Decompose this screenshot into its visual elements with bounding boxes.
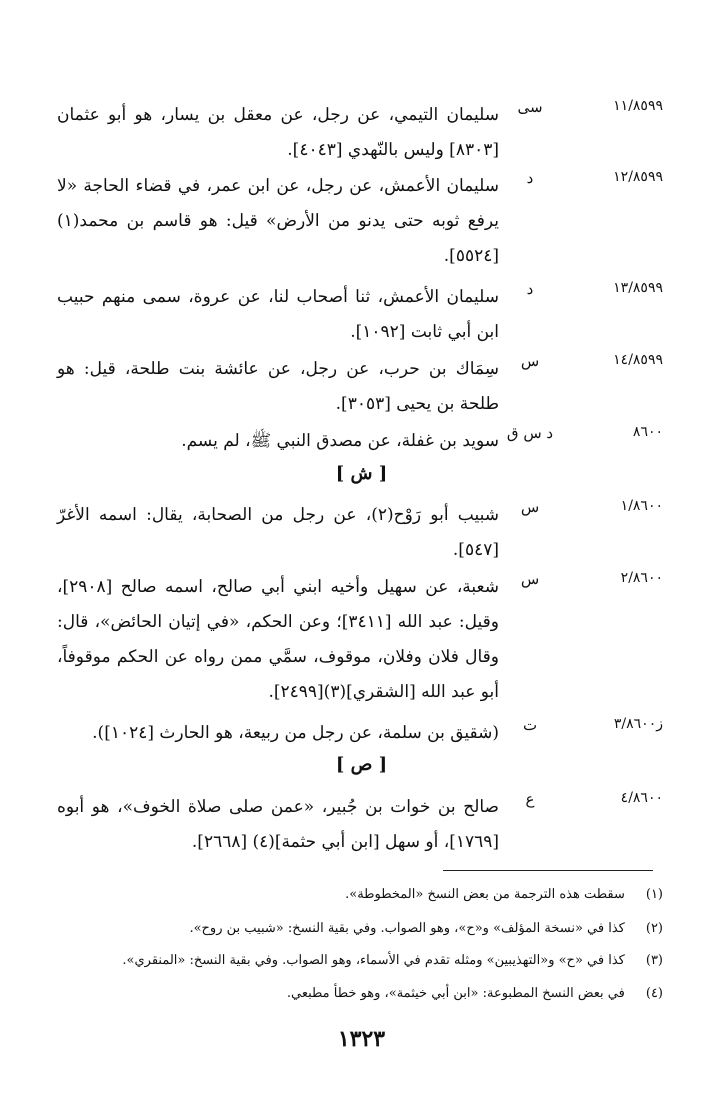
entry-number: ٢/٨٦٠٠	[620, 570, 663, 586]
entry-code: د	[526, 280, 534, 298]
footnote-number: (٢)	[645, 921, 663, 936]
entry-number: ٨٦٠٠	[632, 424, 663, 440]
entry-text: شعبة، عن سهيل وأخيه ابني أبي صالح، اسمه صالح [٢٩٠٨]، وقيل: عبد الله [٣٤١١]؛ وعن الحكم، «في إتيان الحائض»، قال: وقال فلان وفلان، موقوف، سمَّي ممن رواه عن الحكم موقوفاً، أبو عبد الله [الشقري](٣)[٢٤٩٩].	[57, 577, 499, 702]
entry-text: سليمان الأعمش، ثنا أصحاب لنا، عن عروة، سمى منهم حبيب ابن أبي ثابت [١٠٩٢].	[57, 287, 499, 342]
footnote-text: في بعض النسخ المطبوعة: «ابن أبي خيثمة»، وهو خطأ مطبعي.	[286, 986, 625, 1001]
entry-number: ١٣/٨٥٩٩	[613, 280, 663, 296]
footnote-3	[53, 951, 663, 971]
section-heading-shin: [ ش ]	[335, 463, 388, 484]
entry-text: شبيب أبو رَوْح(٢)، عن رجل من الصحابة، يقال: اسمه الأغرّ [٥٤٧].	[57, 505, 499, 560]
entry-code: ت	[522, 716, 538, 734]
entry-text: سليمان التيمي، عن رجل، عن معقل بن يسار، هو أبو عثمان [٨٣٠٣] وليس بالنّهدي [٤٠٤٣].	[57, 105, 499, 160]
entry-code: س	[520, 570, 540, 588]
entry-number: ١/٨٦٠٠	[620, 498, 663, 514]
entry-text: (شقيق بن سلمة، عن رجل من ربيعة، هو الحارث [١٠٢٤]).	[92, 723, 499, 743]
entry-text: سليمان الأعمش، عن رجل، عن ابن عمر، في قضاء الحاجة «لا يرفع ثوبه حتى يدنو من الأرض» قيل: هو قاسم بن محمد(١) [٥٥٢٤].	[57, 176, 499, 266]
entry-code: د	[526, 169, 534, 187]
entry-number: ٤/٨٦٠٠	[620, 790, 663, 806]
entry-code: ع	[525, 790, 535, 808]
footnote-4	[53, 984, 663, 1004]
footnote-2	[53, 919, 663, 939]
entry-code: د س ق	[506, 424, 554, 442]
entry-text: سويد بن غفلة، عن مصدق النبي ﷺ، لم يسم.	[181, 431, 499, 451]
entry-code: س	[520, 498, 540, 516]
footnote-number: (٣)	[645, 953, 663, 968]
section-heading-sad: [ ص ]	[335, 754, 388, 775]
entry-text: سِمَاك بن حرب، عن رجل، عن عائشة بنت طلحة، قيل: هو طلحة بن يحيى [٣٠٥٣].	[57, 359, 499, 414]
entry-text: صالح بن خوات بن جُبير، «عمن صلى صلاة الخوف»، هو أبوه [١٧٦٩]، أو سهل [ابن أبي حثمة](٤) [٢٦٦٨].	[57, 797, 499, 852]
page-number: ١٣٢٣	[337, 1026, 386, 1052]
footnote-1	[53, 885, 663, 905]
entry-code: س	[520, 352, 540, 370]
entry-number: ز٣/٨٦٠٠	[613, 716, 663, 732]
entry-number: ١١/٨٥٩٩	[613, 98, 663, 114]
footnote-text: سقطت هذه الترجمة من بعض النسخ «المخطوطة».	[345, 887, 625, 902]
footnote-text: كذا في «ح» و«التهذيبين» ومثله تقدم في الأسماء، وهو الصواب. وفي بقية النسخ: «المنقري».	[122, 953, 625, 968]
footnote-number: (٤)	[645, 986, 663, 1001]
footnote-separator	[443, 870, 653, 871]
footnote-number: (١)	[645, 887, 663, 902]
entry-number: ١٢/٨٥٩٩	[613, 169, 663, 185]
entry-code: سى	[517, 98, 543, 116]
entry-number: ١٤/٨٥٩٩	[613, 352, 663, 368]
footnote-text: كذا في «نسخة المؤلف» و«ح»، وهو الصواب. وفي بقية النسخ: «شبيب بن روح».	[189, 921, 625, 936]
